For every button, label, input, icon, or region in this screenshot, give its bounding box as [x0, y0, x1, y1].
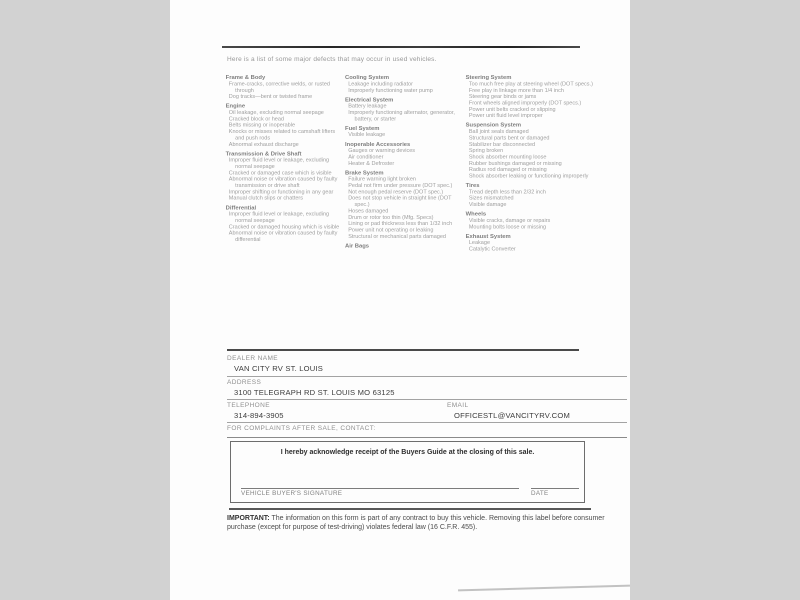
telephone-field [227, 402, 447, 420]
defect-section-title: Steering System [465, 74, 512, 81]
defect-item: Lining or pad thickness less than 1/32 inch [348, 220, 453, 227]
defect-item: Gauges or warning devices [348, 147, 416, 154]
defect-section-title: Transmission & Drive Shaft [225, 150, 302, 157]
defect-item: Does not stop vehicle in straight line (DOT spec.) [348, 194, 452, 208]
defect-section-title: Air Bags [345, 242, 370, 249]
defect-item: Improperly functioning water pump [348, 86, 433, 94]
defect-item: Visible cracks, damage or repairs [468, 216, 551, 224]
defect-item: Shock absorber leaking or functioning improperly [468, 172, 589, 179]
email-label: EMAIL [447, 402, 469, 409]
defect-item: Not enough pedal reserve (DOT spec.) [348, 188, 444, 195]
defect-section-title: Exhaust System [465, 232, 511, 240]
defect-item: Belts missing or inoperable [228, 121, 296, 128]
defect-item: Abnormal exhaust discharge [228, 140, 299, 148]
defect-section-title: Tires [465, 181, 480, 189]
defect-item: Hoses damaged [348, 207, 389, 214]
defect-item: Mounting bolts loose or missing [468, 223, 547, 230]
defect-section-title: Brake System [345, 169, 384, 176]
dealer-name-value: VAN CITY RV ST. LOUIS [234, 364, 324, 373]
defect-item: Free play in linkage more than 1/4 inch [468, 86, 564, 94]
defect-item: Stabilizer bar disconnected [468, 140, 536, 148]
email-value: OFFICESTL@VANCITYRV.COM [454, 411, 570, 420]
defect-item: Too much free play at steering wheel (DOT specs.) [468, 80, 593, 87]
defect-section-title: Frame & Body [225, 74, 266, 81]
defect-item: Abnormal noise or vibration caused by faulty transmission or drive shaft [228, 175, 338, 189]
defect-item: Ball joint seals damaged [468, 127, 529, 135]
defect-item: Improperly functioning alternator, generator, battery, or starter [348, 108, 455, 122]
defect-item: Manual clutch slips or chatters [228, 194, 304, 201]
defect-item: Sizes mismatched [468, 194, 514, 201]
defect-item: Structural or mechanical parts damaged [348, 232, 447, 240]
defect-item: Knocks or misses related to camshaft lifters and push rods [228, 127, 336, 141]
defect-item: Oil leakage, excluding normal seepage [228, 108, 324, 116]
defect-item: Heater & Defroster [348, 159, 395, 167]
defect-column [465, 74, 611, 252]
address-value: 3100 TELEGRAPH RD ST. LOUIS MO 63125 [234, 388, 395, 397]
complaints-label: FOR COMPLAINTS AFTER SALE, CONTACT: [227, 425, 376, 432]
defect-section-title: Wheels [465, 210, 487, 217]
defect-item: Improper fluid level or leakage, excluding normal seepage [228, 156, 330, 170]
defect-item: Cracked block or head [228, 115, 285, 122]
date-line [531, 488, 579, 489]
defect-item: Steering gear binds or jams [468, 93, 537, 100]
defect-item: Power unit belts cracked or slipping [468, 105, 556, 113]
important-notice [227, 514, 631, 532]
address-label: ADDRESS [227, 379, 262, 386]
date-label: DATE [531, 490, 549, 497]
defect-item: Leakage including radiator [348, 80, 413, 87]
defect-section-title: Cooling System [345, 74, 390, 81]
defect-item: Frame-cracks, corrective welds, or rusted through [228, 80, 330, 94]
telephone-value: 314-894-3905 [234, 411, 284, 420]
defect-item: Front wheels aligned improperly (DOT specs.) [468, 99, 582, 106]
defect-column [225, 74, 344, 252]
defect-section-title: Electrical System [345, 96, 394, 103]
defect-item: Rubber bushings damaged or missing [468, 159, 562, 167]
signature-label: VEHICLE BUYER'S SIGNATURE [241, 490, 343, 497]
defect-column [344, 74, 465, 252]
defect-section-title: Suspension System [465, 121, 522, 128]
defect-item: Improper shifting or functioning in any gear [228, 188, 334, 195]
contact-fields [227, 402, 627, 423]
scan-artifact-line [222, 46, 580, 48]
defect-item: Power unit fluid level improper [468, 112, 543, 119]
defect-item: Spring broken [468, 147, 504, 154]
defect-item: Tread depth less than 2/32 inch [468, 188, 546, 195]
defect-section-title: Differential [225, 204, 257, 211]
defect-item: Dog tracks—bent or twisted frame [228, 93, 313, 100]
defects-intro-text: Here is a list of some major defects that may occur in used vehicles. [227, 56, 437, 63]
defect-item: Leakage [468, 239, 491, 246]
defect-item: Failure warning light broken [348, 175, 416, 182]
defect-item: Catalytic Converter [468, 245, 516, 252]
defect-item: Shock absorber mounting loose [468, 153, 547, 160]
important-text: The information on this form is part of any contract to buy this vehicle. Removing this label before consumer purchase (except for purpose of test-driving) violates federal law (16 C.F.R. 455). [227, 515, 605, 531]
defect-section-title: Inoperable Accessories [345, 140, 411, 148]
defect-item: Cracked or damaged housing which is visible [228, 223, 340, 230]
defect-item: Power unit not operating or leaking [348, 226, 434, 233]
scan-artifact-diagonal [458, 585, 630, 591]
defect-item: Air conditioner [348, 153, 384, 160]
defect-item: Cracked or damaged case which is visible [228, 169, 332, 176]
form-top-rule [227, 349, 579, 351]
acknowledgment-text: I hereby acknowledge receipt of the Buyers Guide at the closing of this sale. [280, 449, 535, 456]
defect-item: Battery leakage [348, 102, 387, 109]
address-field [227, 379, 627, 400]
defect-list [225, 74, 631, 252]
defect-section-title: Engine [225, 102, 246, 109]
defect-item: Radius rod damaged or missing [468, 166, 547, 173]
dealer-name-label: DEALER NAME [227, 355, 278, 362]
defect-item: Visible leakage [348, 131, 386, 138]
dealer-name-field [227, 355, 627, 377]
defect-item: Improper fluid level or leakage, excluding normal seepage [228, 210, 330, 224]
defect-item: Visible damage [468, 201, 507, 208]
defect-section-title: Fuel System [345, 124, 380, 132]
signature-line [241, 488, 519, 489]
email-field [447, 402, 623, 420]
telephone-label: TELEPHONE [227, 402, 270, 409]
complaints-field [227, 425, 627, 438]
defect-item: Abnormal noise or vibration caused by faulty differential [228, 229, 338, 243]
important-label: IMPORTANT: [227, 515, 270, 522]
defect-item: Pedal not firm under pressure (DOT spec.) [348, 181, 453, 189]
defect-item: Structural parts bent or damaged [468, 134, 550, 141]
acknowledgment-box [230, 441, 585, 503]
footer-rule [229, 508, 591, 510]
buyers-guide-page [170, 0, 630, 600]
defect-item: Drum or rotor too thin (Mfg. Specs) [348, 213, 434, 221]
